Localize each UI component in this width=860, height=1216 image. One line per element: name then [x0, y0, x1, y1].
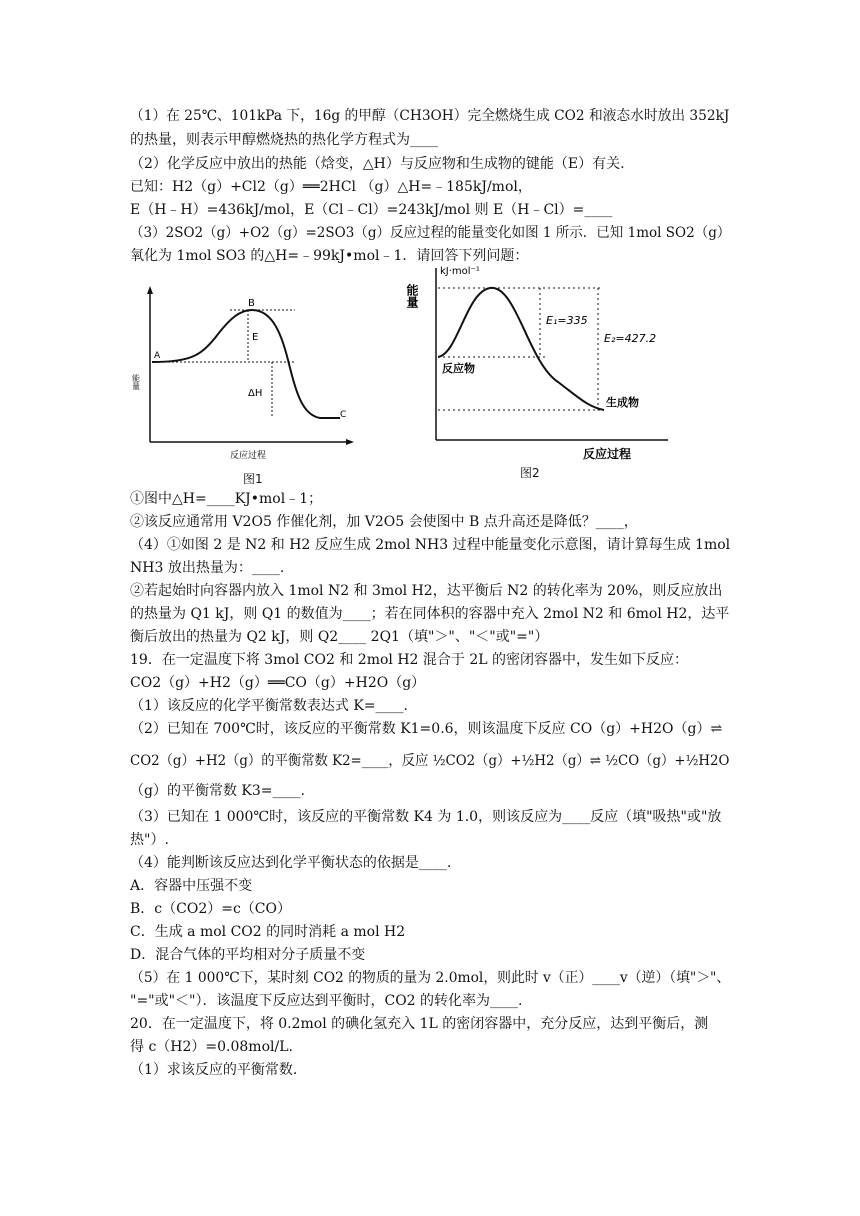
- fig2-energy-curve: [438, 288, 604, 410]
- line-7: 氧化为 1mol SO3 的△H=﹣99kJ•mol﹣1．请回答下列问题：: [130, 248, 529, 264]
- figure-1-caption: 图1: [243, 472, 263, 486]
- line-5: E（H﹣H）=436kJ/mol，E（Cl﹣Cl）=243kJ/mol 则 E（H﹣Cl）=____: [130, 202, 613, 218]
- line-11: NH3 放出热量为：____.: [130, 560, 285, 576]
- fig1-label-a: A: [154, 351, 161, 361]
- line-20: （g）的平衡常数 K3=____.: [130, 783, 305, 799]
- fig1-label-dh: ΔH: [248, 388, 263, 399]
- line-3: （2）化学反应中放出的热能（焓变，△H）与反应物和生成物的键能（E）有关.: [130, 156, 625, 172]
- line-13: 的热量为 Q1 kJ，则 Q1 的数值为____；若在同体积的容器中充入 2mol N2 和 6mol H2，达平: [130, 606, 730, 622]
- line-29: "="或"＜"）．该温度下反应达到平衡时，CO2 的转化率为____.: [130, 993, 523, 1009]
- line-31: 得 c（H2）=0.08mol/L.: [130, 1039, 293, 1055]
- fig1-label-e: E: [252, 332, 259, 343]
- line-2: 的热量，则表示甲醇燃烧热的热化学方程式为____: [130, 132, 438, 148]
- line-10: （4）①如图 2 是 N2 和 H2 反应生成 2mol NH3 过程中能量变化示意图，请计算每生成 1mol: [130, 537, 731, 553]
- fig2-e2-label: E₂=427.2: [604, 332, 657, 345]
- line-28: （5）在 1 000℃下，某时刻 CO2 的物质的量为 2.0mol，则此时 v（正）____v（逆）（填"＞"、: [130, 970, 731, 986]
- line-6: （3）2SO2（g）+O2（g）=2SO3（g）反应过程的能量变化如图 1 所示．已知 1mol SO2（g）: [130, 225, 731, 241]
- line-4: 已知：H2（g）+Cl2（g）══2HCl （g）△H=﹣185kJ/mol，: [130, 179, 532, 195]
- line-21: （3）已知在 1 000℃时，该反应的平衡常数 K4 为 1.0，则该反应为____反应（填"吸热"或"放: [130, 809, 722, 825]
- fig2-ylabel: 能量: [405, 284, 419, 308]
- fig1-ylabel: 能量: [131, 374, 141, 390]
- line-16: CO2（g）+H2（g）══CO（g）+H2O（g）: [130, 675, 426, 691]
- line-19: CO2（g）+H2（g）的平衡常数 K2=____，反应 ½CO2（g）+½H2（g）⇌ ½CO（g）+½H2O: [130, 753, 730, 769]
- fig1-x-arrow: [346, 439, 354, 445]
- line-1: （1）在 25℃、101kPa 下，16g 的甲醇（CH3OH）完全燃烧生成 CO2 和液态水时放出 352kJ: [130, 108, 730, 124]
- fig1-y-arrow: [147, 286, 153, 294]
- fig2-xlabel: 反应过程: [583, 447, 632, 461]
- line-22: 热"）.: [130, 832, 169, 848]
- line-30: 20．在一定温度下，将 0.2mol 的碘化氢充入 1L 的密闭容器中，充分反应，达到平衡后，测: [130, 1016, 709, 1032]
- fig1-xlabel: 反应过程: [230, 451, 267, 461]
- line-8: ①图中△H=____KJ•mol﹣1；: [130, 491, 323, 507]
- line-27: D．混合气体的平均相对分子质量不变: [130, 947, 366, 963]
- fig2-e1-label: E₁=335: [546, 314, 588, 327]
- figure-2-caption: 图2: [520, 466, 540, 480]
- line-23: （4）能判断该反应达到化学平衡状态的依据是____.: [130, 855, 452, 871]
- line-17: （1）该反应的化学平衡常数表达式 K=____.: [130, 698, 408, 714]
- fig2-unit: kJ·mol⁻¹: [440, 266, 480, 277]
- fig2-product-label: 生成物: [606, 396, 639, 409]
- line-18: （2）已知在 700℃时，该反应的平衡常数 K1=0.6，则该温度下反应 CO（g）+H2O（g）⇌: [130, 721, 723, 737]
- line-24: A．容器中压强不变: [130, 878, 253, 894]
- line-25: B．c（CO2）=c（CO）: [130, 901, 291, 917]
- line-9: ②该反应通常用 V2O5 作催化剂，加 V2O5 会使图中 B 点升高还是降低？____，: [130, 514, 638, 530]
- line-14: 衡后放出的热量为 Q2 kJ，则 Q2____ 2Q1（填"＞"、"＜"或"="）: [130, 629, 549, 645]
- line-26: C．生成 a mol CO2 的同时消耗 a mol H2: [130, 924, 406, 940]
- line-12: ②若起始时向容器内放入 1mol N2 和 3mol H2，达平衡后 N2 的转化率为 20%，则反应放出: [130, 583, 723, 599]
- figure-1-energy-diagram: [130, 280, 360, 465]
- fig1-energy-curve: [152, 310, 340, 418]
- fig1-label-b: B: [248, 298, 255, 309]
- fig1-label-c: C: [340, 410, 347, 420]
- line-15: 19．在一定温度下将 3mol CO2 和 2mol H2 混合于 2L 的密闭容器中，发生如下反应：: [130, 652, 689, 668]
- figure-2-energy-diagram: [405, 262, 678, 462]
- line-32: （1）求该反应的平衡常数.: [130, 1062, 298, 1078]
- fig2-reactant-label: 反应物: [442, 362, 475, 375]
